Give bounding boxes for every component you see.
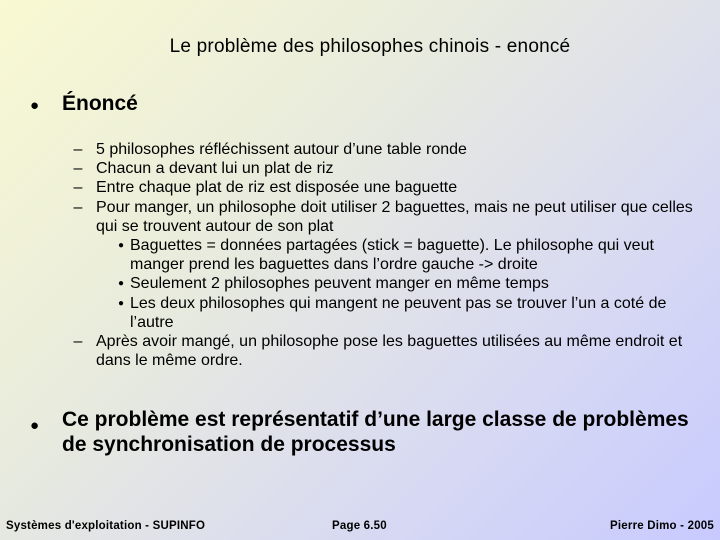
dash-bullet-icon: – xyxy=(73,160,83,178)
list-item xyxy=(72,140,702,159)
statement-list xyxy=(72,140,702,370)
list-item xyxy=(72,159,702,178)
dash-bullet-icon: – xyxy=(73,333,83,351)
footer-author: Pierre Dimo - 2005 xyxy=(610,520,714,532)
nested-item-text: Baguettes = données partagées (stick = baguette). Le philosophe qui veut manger prend les baguettes dans l’ordre gauche -> droite xyxy=(130,237,654,274)
slide-title: Le problème des philosophes chinois - enoncé xyxy=(169,36,571,57)
bullet-dot-icon: ● xyxy=(30,97,40,114)
nested-list-item xyxy=(72,274,702,293)
bullet-dot-icon: ● xyxy=(118,240,125,252)
nested-list-item xyxy=(72,294,702,332)
dash-bullet-icon: – xyxy=(73,198,83,216)
list-item-text: Chacun a devant lui un plat de riz xyxy=(96,160,334,178)
nested-item-text: Seulement 2 philosophes peuvent manger en même temps xyxy=(130,275,549,293)
list-item xyxy=(72,332,702,370)
summary-statement: Ce problème est représentatif d’une large classe de problèmes de synchronisation de processus xyxy=(62,408,689,456)
bullet-dot-icon: ● xyxy=(118,278,125,290)
list-item-text: Entre chaque plat de riz est disposée une baguette xyxy=(96,179,458,197)
dash-bullet-icon: – xyxy=(73,179,83,197)
nested-list-container xyxy=(72,236,702,332)
bullet-dot-icon: ● xyxy=(30,417,40,434)
list-item xyxy=(72,198,702,236)
nested-item-text: Les deux philosophes qui mangent ne peuvent pas se trouver l’un a coté de l’autre xyxy=(130,294,667,331)
section-heading: Énoncé xyxy=(62,92,138,115)
footer-page-number: Page 6.50 xyxy=(332,520,387,532)
list-item-text: Après avoir mangé, un philosophe pose les baguettes utilisées au même endroit et dans le même ordre. xyxy=(96,333,683,370)
footer-course: Systèmes d'exploitation - SUPINFO xyxy=(6,520,206,532)
list-item-text: 5 philosophes réfléchissent autour d’une table ronde xyxy=(96,141,467,158)
nested-list xyxy=(72,236,702,332)
list-item-text: Pour manger, un philosophe doit utiliser 2 baguettes, mais ne peut utiliser que celles qui se trouvent autour de son plat xyxy=(96,198,693,235)
list-item xyxy=(72,178,702,197)
dash-bullet-icon: – xyxy=(73,141,83,158)
nested-list-item xyxy=(72,236,702,274)
bullet-dot-icon: ● xyxy=(118,297,125,309)
